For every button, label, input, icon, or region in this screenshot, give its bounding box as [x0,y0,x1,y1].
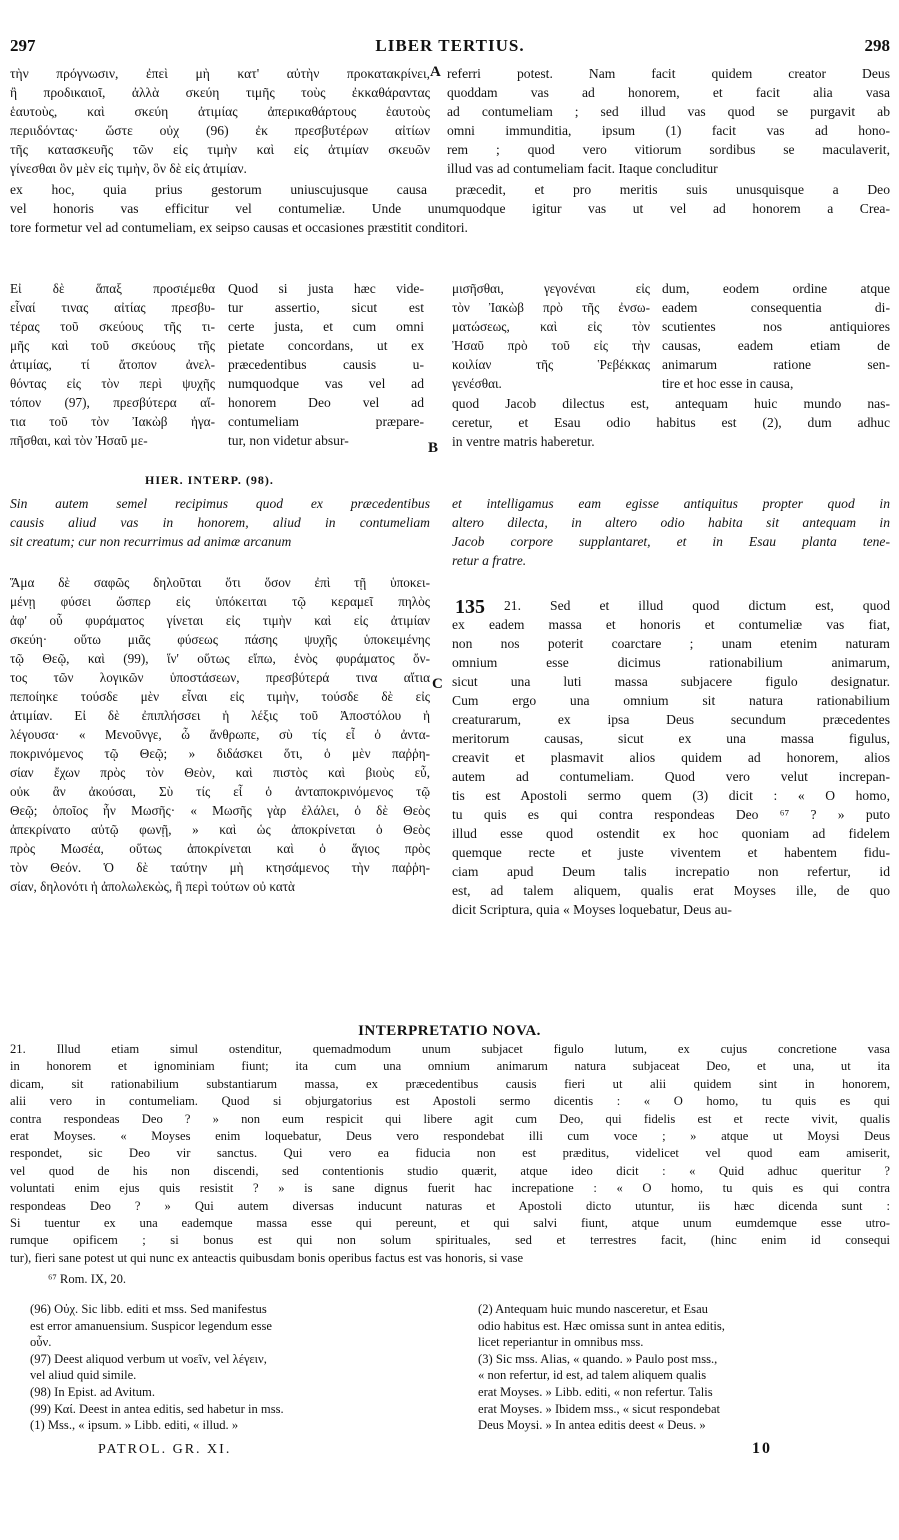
text-line: præcedentibus causis u- [228,357,424,372]
text-line: (1) Mss., « ipsum. » Libb. editi, « illud. » [30,1418,239,1433]
text-line: τὴν πρόγνωσιν, ἐπεὶ μὴ κατ' αὐτὴν προκατακρίνει, [10,66,430,81]
text-line: meritorum causas, sicut ex una massa figulus, [452,731,890,746]
text-line: animarum ratione sen- [662,357,890,372]
column-number-135: 135 [455,596,485,618]
text-line: causis aliud vas in honorem, aliud in contumeliam [10,515,430,530]
text-line: θόντας εἰς τὸν περὶ ψυχῆς [10,376,215,391]
text-line: quod Jacob dilectus est, antequam huic mundo nas- [452,396,890,411]
text-line: ἑαυτοὺς, καὶ σκεύη ἀτιμίας ἀπερικαθάρτους ἑαυτοὺς [10,104,430,119]
greek-column-1 [10,279,215,450]
text-line: vel aliud quid simile. [30,1368,137,1383]
text-line: autem ad contumeliam. Quod vero velut increpan- [452,769,890,784]
text-line: omni immunditia, ipsum (1) facit vas ad hono- [447,123,890,138]
text-line: causas, eadem etiam de [662,338,890,353]
text-line: creaturarum, ex ipsa Deus secundum præcedentes [452,712,890,727]
text-line: σίαν ἔχων πρὸς τὸν Θεὸν, καὶ πιστὸς καὶ βιοὺς εὖ, [10,765,430,780]
page-number-left: 297 [10,36,36,55]
text-line: certe justa, et cum omni [228,319,424,334]
text-line: omnium esse dicimus rationabilium animarum, [452,655,890,670]
text-line: odio habitus est. Hæc omissa sunt in antea editis, [478,1318,725,1333]
text-line: contumeliam præpare- [228,414,424,429]
footer-left: PATROL. GR. XI. [98,1442,232,1457]
margin-letter-c: C [432,676,443,692]
text-line: erat Moyses. » Libb. editi, « non refertur. Talis [478,1384,713,1399]
latin-column-4 [662,279,890,393]
running-header [10,36,890,62]
text-line: tire et hoc esse in causa, [662,376,794,391]
footnotes-right [478,1301,890,1434]
text-line: ἀφ' οὗ φυράματος γίνεται εἰς τιμὴν καὶ εἰς ἀτιμίαν [10,613,430,628]
hier-interp-text [10,494,430,551]
text-line: ἀτιμίαν. Εἰ δὲ ἐπιπλήσσει ἡ λέξις τοῦ Ἀποστόλου ἡ [10,708,430,723]
latin-section-c [452,596,890,919]
text-line: vel honoris vas efficitur vel contumeliæ. Unde unumquodque igitur vas ut vel ad honorem a Crea- [10,201,890,216]
top-greek-column [10,64,430,178]
text-line: ceretur, et Esau odio habitus est (2), dum adhuc [452,415,890,430]
text-line: scutientes nos antiquiores [662,319,890,334]
text-line: (97) Deest aliquod verbum ut νοεῖν, vel λέγειν, [30,1351,267,1366]
text-line: illud esse quod ostendit ex hoc quoniam ad fidelem [452,826,890,841]
text-line: tur assertio, sicut est [228,300,424,315]
text-line: ex eadem massa et honoris et contumeliæ vas fiat, [452,617,890,632]
text-line: σκεύη· οὕτω μιᾶς φύσεως πάσης ψυχῆς ὑποκειμένης [10,632,430,647]
text-line: ad contumeliam ; sed illud vas quod se purgavit ab [447,104,890,119]
hier-interp-heading: HIER. INTERP. (98). [145,473,274,487]
text-line: sicut una luti massa subjacere figulo designatur. [452,674,890,689]
text-line: referri potest. Nam facit quidem creator Deus [447,66,890,81]
text-line: ciam apud Deum talis increpatio non refertur, id [452,864,890,879]
text-line: altero dilecta, in altero odio habita sit antequam in [452,515,890,530]
text-line: σίαν, δηλονότι ἡ ἀπολωλεκὼς, ἢ περὶ τούτων οὐ κατὰ [10,879,295,894]
text-line: ex hoc, quia prius gestorum uniuscujusque causa præcedit, et pro meritis suis unusquisque a Deo [10,182,890,197]
text-line: (98) In Epist. ad Avitum. [30,1384,155,1399]
text-line: οὖν. [30,1335,52,1350]
text-line: ἢ προδικαιοῖ, ἀλλὰ σκεύη τιμῆς τοὺς ἐκκαθάραντας [10,85,430,100]
text-line: μῆς καὶ τοῦ σκεύους τῆς [10,338,215,353]
text-line: τὸν Ἰακὼβ πρὸ τῆς ἐνσω- [452,300,650,315]
text-line: ματώσεως, καὶ εἰς τὸν [452,319,650,334]
text-line: pietate concordans, ut ex [228,338,424,353]
text-line: τια τοῦ τὸν Ἰακὼβ ἠγα- [10,414,215,429]
text-line: γίνεσθαι ὃν μὲν εἰς τιμὴν, ὃν δὲ εἰς ἀτιμίαν. [10,161,247,176]
text-line: rumque opificem ; si bonus est qui non solum spirituales, sed et terrestres facit, (hinc enim id consequi [10,1233,890,1248]
text-line: γενέσθαι. [452,376,502,391]
text-line: (96) Οὐχ. Sic libb. editi et mss. Sed manifestus [30,1302,267,1316]
text-line: contra respondeas Deo ? » non eum respicit qui libere agit cum Deo, qui fidelis est et recte vivit, qualis [10,1111,890,1126]
text-line: quemque recte et juste viventem et habentem fidu- [452,845,890,860]
text-line: τὸν Θεόν. Ὁ δὲ ταύτην μὴ κτησάμενος τὴν παῤῥη- [10,860,430,875]
text-line: tis est Apostoli sermo quem (3) dicit : « O homo, [452,788,890,803]
text-line: creavit et plasmavit alios quidem ad honorem, alios [452,750,890,765]
text-line: Cum ergo una omnium sit natura rationabilium [452,693,890,708]
text-line: Ἅμα δὲ σαφῶς δηλοῦται ὅτι ὅσον ἐπὶ τῇ ὑποκει- [10,575,430,590]
text-line: τῷ Θεῷ, καὶ (99), ἵν' οὕτως εἴπω, ἑνὸς φυράματος ὄν- [10,651,430,666]
margin-letter-a: A [430,64,441,80]
text-line: Ἠσαῦ πρὸ τοῦ εἰς τὴν [452,338,650,353]
text-line: πεποίηκε τούσδε μὲν εἶναι εἰς τιμὴν, τούσδε δὲ εἰς [10,689,430,704]
text-line: κοιλίαν τῆς Ῥεβέκκας [452,357,650,372]
text-line: τέρας τοῦ σκεύους τῆς τι- [10,319,215,334]
text-line: in ventre matris haberetur. [452,434,595,449]
text-line: οὐκ ἂν ἀκούσαι, Σὺ τίς εἶ ὁ ἀνταποκρινόμενος τῷ [10,784,430,799]
text-line: in honorem et ignominiam fiunt; ita cum una omnium animarum natura subjaceat Deo, et una, ut ita [10,1059,890,1074]
text-line: (2) Antequam huic mundo nasceretur, et Esau [478,1302,708,1316]
text-line: Εἰ δὲ ἅπαξ προσιέμεθα [10,281,215,296]
text-line: sit creatum; cur non recurrimus ad animæ arcanum [10,534,292,549]
text-line: tur, non videtur absur- [228,433,349,448]
text-line: Deus Moysi. » In antea editis deest « Deus. » [478,1418,706,1433]
text-line: licet reperiantur in omnibus mss. [478,1335,644,1350]
text-line: tore formetur vel ad contumeliam, ex seipso causas et occasiones præstitit conditori. [10,220,468,235]
top-latin-column [447,64,890,178]
text-line: et intelligamus eam egisse antiquitus propter quod in [452,496,890,511]
text-line: Quod si justa hæc vide- [228,281,424,296]
text-line: Si tuentur ex una eademque massa esse qui pereunt, et qui salvi fiunt, atque unum eumdemque esse utro- [10,1215,890,1230]
text-line: dum, eodem ordine atque [662,281,890,296]
text-line: ἀπεκρίνατο αὐτῷ φωνῇ, » καὶ ὡς ἀποκρίνεται ὁ Θεὸς [10,822,430,837]
text-line: rem ; quod vero vitiorum sordibus se maculaverit, [447,142,890,157]
full-width-latin [10,180,890,237]
text-line: (99) Καί. Deest in antea editis, sed habetur in mss. [30,1401,284,1416]
text-line: eadem consequentia di- [662,300,890,315]
text-line: Jacob corpore supplantaret, et in Esau planta tene- [452,534,890,549]
text-line: μισῆσθαι, γεγονέναι εἰς [452,281,650,296]
text-line: τόπον (97), πρεσβύτερα αἴ- [10,395,215,410]
footer-right: 10 [752,1440,772,1457]
page-number-right: 298 [864,36,890,55]
text-line: περιιδόντας· ὥστε οὐχ (96) ἐκ πρεσβυτέρων αἰτίων [10,123,430,138]
text-line: Θεῷ; ὁποῖος ἦν Μωσῆς· « Μωσῆς γὰρ ἐλάλει, ὁ δὲ Θεὸς [10,803,430,818]
text-line: μένῃ φύσει ὥσπερ εἰς ὑπόκειται τῷ κεραμεῖ πηλὸς [10,594,430,609]
text-line: tu quis es qui contra respondeas Deo ⁶⁷ ? » puto [452,807,890,822]
text-line: honorem Deo vel ad [228,395,424,410]
text-line: erat Moyses. « Moyses enim loquebatur, Deus vero respondebat illi cum voce ; » atque ut Moysi Deus [10,1128,890,1143]
text-line: τος τῶν λογικῶν ὑποστάσεων, πρεσβύτερά τινα αἴτια [10,670,430,685]
interpretatio-text [10,1041,890,1267]
text-line: πῆσθαι, καὶ τὸν Ἠσαῦ με- [10,433,148,448]
text-line: 21. Illud etiam simul ostenditur, quemadmodum unum subjacet figulo lutum, ex cujus concretione vasa [10,1042,890,1056]
margin-letter-b: B [428,440,439,456]
latin-column-2 [228,279,424,450]
running-title: LIBER TERTIUS. [375,36,525,55]
text-line: dicam, sit rationabilium substantiarum massa, ex præcedentibus causis fieri ut alii quidem sint in honorem, [10,1076,890,1091]
text-line: « non refertur, id est, ad talem aliquem qualis [478,1368,707,1383]
text-line: alii vero in contumeliam. Quod si objurgatorius est Apostoli sermo dicentis : « O homo, tu quis es qui [10,1094,890,1109]
footnotes-left [30,1301,440,1434]
text-line: respondet, sic Deo vir sanctus. Qui vero ea fiducia non est præditus, videlicet vel quod eam amiserit, [10,1146,890,1161]
text-line: numquodque vas vel ad [228,376,424,391]
text-line: est, ad talem aliquem, qualis erat Moyses ille, de quo [452,883,890,898]
text-line: illud vas ad contumeliam facit. Itaque concluditur [447,161,718,176]
text-line: τῆς κατασκευῆς τῶν εἰς τιμὴν καὶ εἰς ἀτιμίαν σκευῶν [10,142,430,157]
text-line: quoddam vas ad honorem, et facit alia vasa [447,85,890,100]
text-line: ποκρινόμενος τῷ Θεῷ; » διδάσκει ὅτι, ὁ μὲν παῤῥη- [10,746,430,761]
scripture-reference: ⁶⁷ Rom. IX, 20. [48,1272,127,1286]
text-line: dicit Scriptura, quia « Moyses loquebatur, Deus au- [452,902,732,917]
text-line: πρὸς Μωσέα, οὕτως ἀποκρίνεται καὶ ὁ ἅγιος πρὸς [10,841,430,856]
text-line: erat Moyses. » Ibidem mss., « sicut respondebat [478,1401,721,1416]
interpretatio-title: INTERPRETATIO NOVA. [358,1023,541,1039]
text-line: λέγουσα· « Μενοῦνγε, ὦ ἄνθρωπε, σὺ τίς εἶ ὁ ἀντα- [10,727,430,742]
text-line: respondeas Deo ? » Qui autem diversas inducunt naturas et Apostoli dicto utuntur, iis hæc dicenda sunt : [10,1198,890,1213]
text-line: est error amanuensium. Suspicor legendum esse [30,1318,273,1333]
text-line: tur), fieri sane potest ut qui nunc ex anteactis quibusdam bonis operibus factus est vas honoris, si vase [10,1250,524,1265]
greek-section-c [10,573,430,896]
greek-column-3 [452,279,650,393]
text-line: 21. Sed et illud quod dictum est, quod [504,598,890,613]
text-line: (3) Sic mss. Alias, « quando. » Paulo post mss., [478,1351,718,1366]
latin-column-b [452,394,890,451]
right-italic-text [452,494,890,570]
text-line: Sin autem semel recipimus quod ex præcedentibus [10,496,430,511]
text-line: vel quod de his non discendi, sed contentionis studio quærit, atque ideo dicit : « Quid adhuc queritur ? [10,1163,890,1178]
text-line: non nos poterit coarctare ; unam etenim naturam [452,636,890,651]
text-line: retur a fratre. [452,553,527,568]
text-line: εἶναί τινας αἰτίας πρεσβυ- [10,300,215,315]
text-line: ἀτιμίας, τί ἄτοπον ἀνελ- [10,357,215,372]
text-line: voluntati enim ejus quis resistit ? » is sane dignus fuerit hac increpatione : « O homo, tu quis es qui contra [10,1181,890,1196]
